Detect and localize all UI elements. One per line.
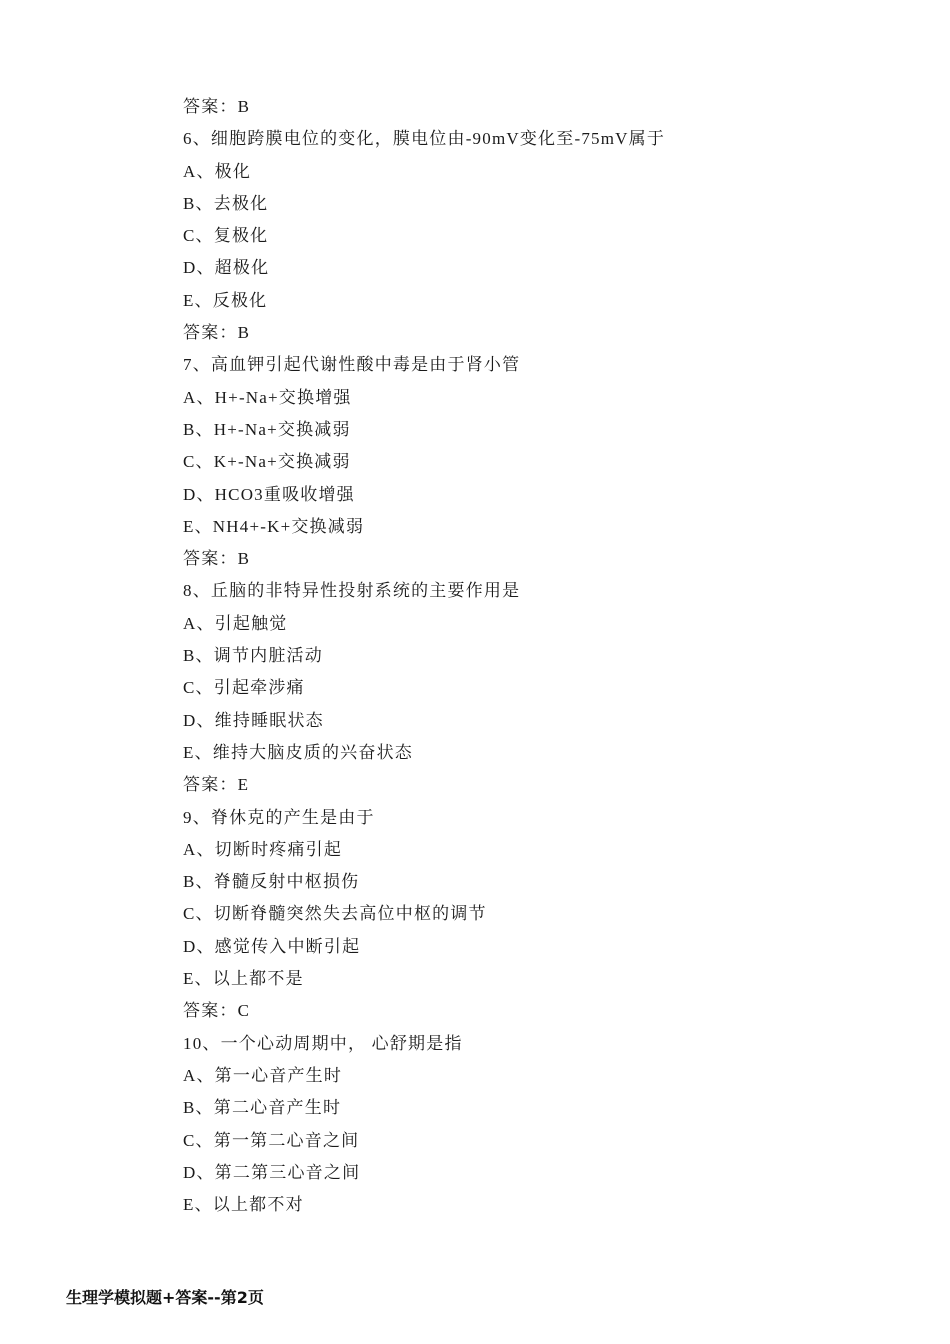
option-a: A、第一心音产生时 bbox=[183, 1065, 343, 1085]
question-7: 7、高血钾引起代谢性酸中毒是由于肾小管 bbox=[183, 355, 521, 375]
option-c: C、复极化 bbox=[183, 226, 269, 246]
option-c: C、切断脊髓突然失去高位中枢的调节 bbox=[183, 904, 487, 924]
option-e: E、以上都不对 bbox=[183, 1195, 304, 1215]
option-c: C、引起牵涉痛 bbox=[183, 678, 305, 698]
question-9: 9、脊休克的产生是由于 bbox=[183, 807, 375, 827]
option-a: A、切断时疼痛引起 bbox=[183, 839, 343, 859]
option-d: D、第二第三心音之间 bbox=[183, 1162, 361, 1182]
answer-line: 答案：E bbox=[183, 775, 250, 795]
question-10: 10、一个心动周期中， 心舒期是指 bbox=[183, 1033, 463, 1053]
answer-line: 答案：B bbox=[183, 323, 251, 343]
option-d: D、维持睡眠状态 bbox=[183, 710, 324, 730]
option-e: E、NH4+-K+交换减弱 bbox=[183, 516, 365, 536]
question-8: 8、丘脑的非特异性投射系统的主要作用是 bbox=[183, 581, 521, 601]
page-footer: 生理学模拟题+答案--第2页 bbox=[66, 1288, 264, 1307]
question-6: 6、细胞跨膜电位的变化，膜电位由-90mV变化至-75mV属于 bbox=[183, 129, 666, 149]
question-list bbox=[183, 91, 883, 1221]
option-b: B、去极化 bbox=[183, 193, 269, 213]
option-c: C、K+-Na+交换减弱 bbox=[183, 452, 351, 472]
option-e: E、维持大脑皮质的兴奋状态 bbox=[183, 742, 413, 762]
option-b: B、第二心音产生时 bbox=[183, 1098, 342, 1118]
answer-line: 答案：B bbox=[183, 549, 251, 569]
option-b: B、H+-Na+交换减弱 bbox=[183, 419, 351, 439]
option-a: A、引起触觉 bbox=[183, 613, 288, 633]
option-b: B、调节内脏活动 bbox=[183, 646, 323, 666]
answer-line: 答案：C bbox=[183, 1001, 251, 1021]
answer-line: 答案：B bbox=[183, 97, 251, 116]
option-a: A、H+-Na+交换增强 bbox=[183, 387, 352, 407]
option-b: B、脊髓反射中枢损伤 bbox=[183, 872, 360, 892]
option-d: D、HCO3重吸收增强 bbox=[183, 484, 355, 504]
option-c: C、第一第二心音之间 bbox=[183, 1130, 360, 1150]
option-d: D、感觉传入中断引起 bbox=[183, 936, 361, 956]
option-e: E、以上都不是 bbox=[183, 969, 304, 989]
option-a: A、极化 bbox=[183, 161, 252, 181]
option-e: E、反极化 bbox=[183, 290, 268, 310]
option-d: D、超极化 bbox=[183, 258, 270, 278]
